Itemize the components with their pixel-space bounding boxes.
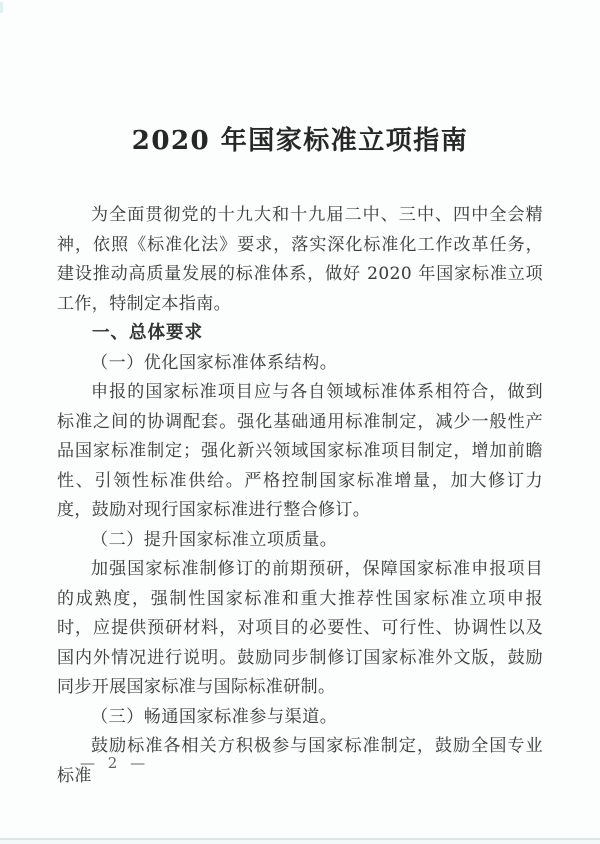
subsection-3-heading: （三）畅通国家标准参与渠道。	[91, 706, 338, 727]
subsection-3-body: 鼓励标准各相关方积极参与国家标准制定，鼓励全国专业标准	[57, 736, 543, 786]
scan-edge-shadow	[0, 840, 600, 844]
subsection-2-body: 加强国家标准制修订的前期预研，保障国家标准申报项目的成熟度，强制性国家标准和重大推荐性国家标准立项申报时，应提供预研材料，对项目的必要性、可行性、协调性以及国内外情况进行说明。鼓励同步制修订国家标准外文版，鼓励同步开展国家标准与国际标准研制。	[57, 559, 543, 697]
subsection-2-heading: （二）提升国家标准立项质量。	[91, 529, 338, 550]
subsection-1-body: 申报的国家标准项目应与各自领域标准体系相符合，做到标准之间的协调配套。强化基础通用标准制定，减少一般性产品国家标准制定；强化新兴领域国家标准项目制定，增加前瞻性、引领性标准供给。严格控制国家标准增量，加大修订力度，鼓励对现行国家标准进行整合修订。	[57, 382, 543, 520]
document-body	[57, 201, 543, 791]
section-1-heading: 一、总体要求	[92, 323, 203, 343]
subsection-1-heading: （一）优化国家标准体系结构。	[91, 352, 338, 373]
scan-corner-artifact	[0, 2, 3, 13]
intro-paragraph: 为全面贯彻党的十九大和十九届二中、三中、四中全会精神，依照《标准化法》要求，落实深化标准化工作改革任务，建设推动高质量发展的标准体系，做好 2020 年国家标准立项工作，特制定本指南。	[57, 205, 543, 314]
document-title: 2020 年国家标准立项指南	[131, 126, 469, 156]
page-number: — 2 —	[80, 754, 150, 772]
scan-edge-line	[0, 838, 600, 840]
